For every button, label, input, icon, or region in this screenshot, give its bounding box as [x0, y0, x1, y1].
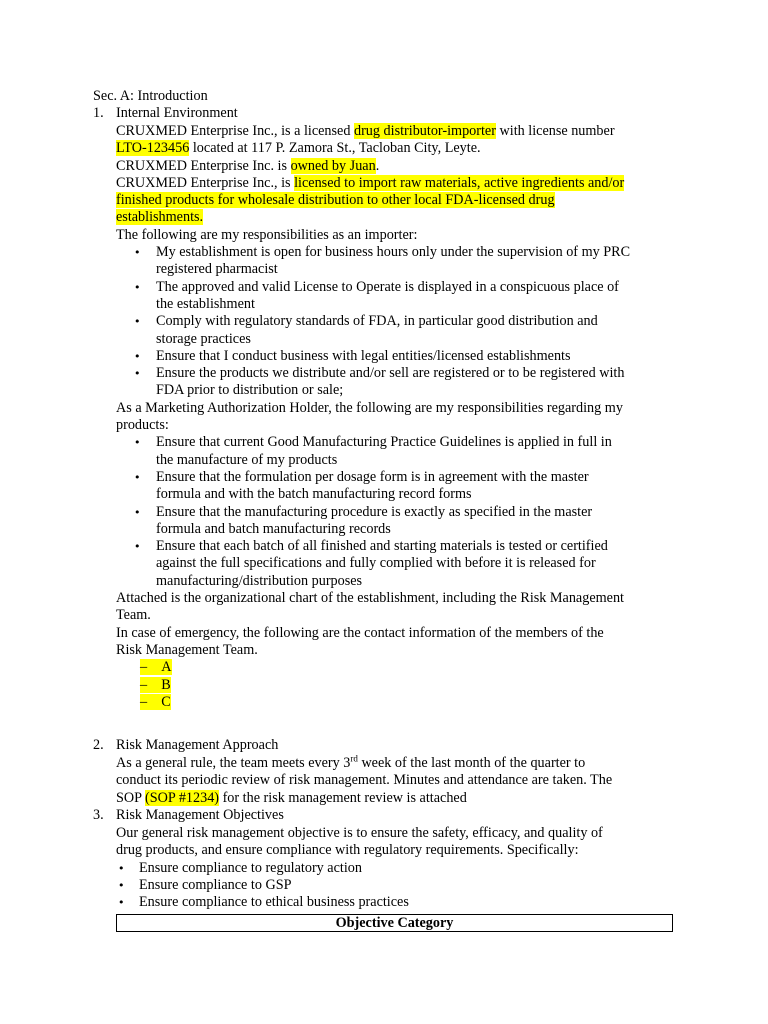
mah-intro-line-1: As a Marketing Authorization Holder, the following are my responsibilities regarding my: [116, 399, 623, 416]
text-run: week of the last month of the quarter to: [357, 755, 586, 771]
contact-name: C: [161, 693, 171, 710]
list-item: [116, 365, 686, 400]
text-line: • Ensure that I conduct business with legal entities/licensed establishments: [156, 347, 571, 364]
text-line: FDA prior to distribution or sale;: [156, 382, 344, 399]
list-item: [116, 313, 686, 348]
license-scope-line-3: [116, 209, 686, 226]
license-line-1: [116, 123, 686, 140]
text-run: .: [375, 157, 380, 174]
section-title: Sec. A: Introduction: [93, 88, 208, 104]
text-line: registered pharmacist: [156, 261, 278, 278]
highlight-scope: finished products for wholesale distribution to other local FDA-licensed drug: [116, 192, 555, 209]
contact-name: B: [161, 676, 171, 693]
text-line: the establishment: [156, 295, 255, 312]
highlight-contact: [140, 659, 172, 675]
list-item: [116, 279, 686, 314]
text-line: • Ensure the products we distribute and/or sell are registered or to be registered with: [156, 365, 625, 382]
list-item: • Ensure compliance to regulatory action: [116, 860, 686, 877]
text-line: • Ensure that each batch of all finished and starting materials is tested or certified: [156, 538, 608, 555]
emergency-line-2: Risk Management Team.: [116, 641, 258, 658]
text-run: located at 117 P. Zamora St., Tacloban City, Leyte.: [189, 140, 481, 157]
text-line: manufacturing/distribution purposes: [156, 572, 363, 589]
mah-responsibilities-list: [116, 434, 686, 590]
text-run: CRUXMED Enterprise Inc., is a licensed: [116, 123, 354, 139]
risk-approach-body: [116, 755, 686, 807]
item-number: 1.: [93, 105, 104, 121]
dash-symbol: –: [140, 676, 148, 693]
approach-line-3: [116, 790, 686, 807]
item-heading: Internal Environment: [116, 105, 238, 121]
highlight-scope: licensed to import raw materials, active ingredients and/or: [294, 174, 625, 191]
list-item: • Ensure compliance to GSP: [116, 877, 686, 894]
highlight-scope: establishments.: [116, 209, 204, 226]
list-item: [116, 244, 686, 279]
dash-symbol: –: [140, 659, 148, 676]
ownership-line: [116, 158, 686, 175]
text-line: storage practices: [156, 330, 251, 347]
list-item: [116, 348, 686, 365]
item-heading: Risk Management Objectives: [116, 807, 284, 823]
org-chart-line-1: Attached is the organizational chart of the establishment, including the Risk Management: [116, 590, 624, 607]
objective-category-table-header: Objective Category: [116, 914, 673, 932]
emergency-line-1: In case of emergency, the following are the contact information of the members of the: [116, 624, 604, 641]
internal-environment-body: [116, 123, 686, 711]
approach-line-1: [116, 755, 686, 772]
license-line-2: [116, 140, 686, 157]
text-run: with license number: [495, 123, 615, 139]
mah-intro-line-2: products:: [116, 417, 169, 434]
list-item: [116, 469, 686, 504]
highlight-owner: owned by Juan: [290, 157, 376, 174]
text-run: As a general rule, the team meets every 3: [116, 755, 351, 771]
list-item: • Ensure compliance to ethical business practices: [116, 894, 686, 911]
contact-item: [116, 694, 686, 711]
text-line: • My establishment is open for business hours only under the supervision of my PRC: [156, 244, 631, 261]
list-item: [116, 434, 686, 469]
dash-symbol: –: [140, 693, 148, 710]
text-line: formula and batch manufacturing records: [156, 520, 391, 537]
item-heading: Risk Management Approach: [116, 737, 279, 753]
text-line: the manufacture of my products: [156, 451, 338, 468]
approach-line-2: conduct its periodic review of risk management. Minutes and attendance are taken. The: [116, 772, 613, 789]
highlight-distributor: drug distributor-importer: [353, 123, 496, 139]
importer-intro: The following are my responsibilities as an importer:: [116, 226, 418, 243]
contact-list: [116, 659, 686, 711]
text-line: • Ensure that current Good Manufacturing Practice Guidelines is applied in full in: [156, 434, 612, 451]
text-run: CRUXMED Enterprise Inc. is: [116, 157, 291, 174]
highlight-contact: [140, 677, 171, 693]
text-line: • Ensure that the manufacturing procedure is exactly as specified in the master: [156, 503, 593, 520]
risk-objectives-body: [116, 825, 686, 911]
org-chart-line-2: Team.: [116, 607, 151, 624]
text-run: for the risk management review is attached: [219, 789, 467, 806]
text-line: against the full specifications and fully complied with before it is released for: [156, 555, 596, 572]
license-scope-line-1: [116, 175, 686, 192]
text-line: • Ensure that the formulation per dosage form is in agreement with the master: [156, 468, 589, 485]
importer-responsibilities-list: [116, 244, 686, 400]
license-scope-line-2: [116, 192, 686, 209]
highlight-license-number: LTO-123456: [116, 140, 190, 157]
objectives-list: [116, 860, 686, 912]
text-line: • Comply with regulatory standards of FDA, in particular good distribution and: [156, 313, 598, 330]
text-line: formula and with the batch manufacturing record forms: [156, 486, 472, 503]
text-line: • The approved and valid License to Operate is displayed in a conspicuous place of: [156, 278, 619, 295]
objectives-line-2: drug products, and ensure compliance with regulatory requirements. Specifically:: [116, 842, 579, 859]
highlight-contact: [140, 694, 171, 710]
text-run: SOP: [116, 789, 146, 806]
contact-item: [116, 677, 686, 694]
contact-item: [116, 659, 686, 676]
item-number: 3.: [93, 807, 104, 823]
text-run: CRUXMED Enterprise Inc., is: [116, 174, 295, 191]
objectives-line-1: Our general risk management objective is to ensure the safety, efficacy, and quality of: [116, 825, 603, 841]
list-item: [116, 538, 686, 590]
contact-name: A: [161, 659, 172, 676]
item-number: 2.: [93, 737, 104, 753]
list-item: [116, 504, 686, 539]
superscript: rd: [350, 753, 358, 764]
highlight-sop: (SOP #1234): [145, 789, 220, 806]
